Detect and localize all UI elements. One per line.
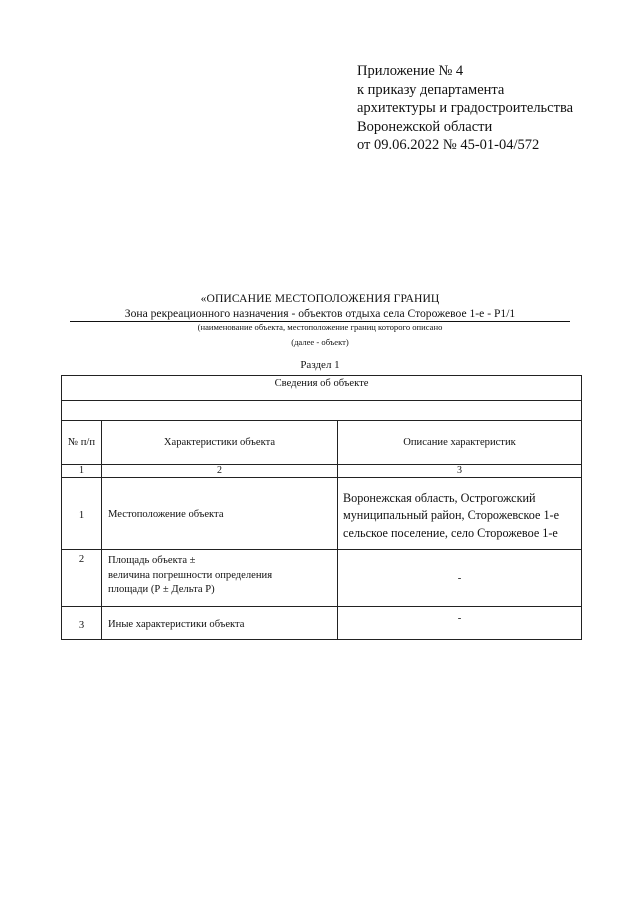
row-characteristic-line: величина погрешности определения bbox=[108, 569, 273, 581]
header-characteristic: Характеристики объекта bbox=[102, 421, 338, 465]
row-characteristic: Иные характеристики объекта bbox=[102, 607, 338, 640]
row-description: Воронежская область, Острогожский муниципальный район, Сторожевское 1-е сельское поселение, село Сторожевое 1-е bbox=[338, 478, 582, 550]
table-header-row bbox=[62, 421, 582, 465]
column-number: 1 bbox=[62, 465, 102, 478]
document-title: «ОПИСАНИЕ МЕСТОПОЛОЖЕНИЯ ГРАНИЦ bbox=[200, 292, 440, 305]
row-characteristic-line: площади (Р ± Дельта Р) bbox=[108, 584, 215, 595]
header-num: № п/п bbox=[62, 421, 102, 465]
annex-block bbox=[357, 62, 573, 155]
table-row bbox=[62, 607, 582, 640]
annex-region: Воронежской области bbox=[357, 118, 493, 135]
table-row bbox=[62, 478, 582, 550]
row-characteristic-line: Площадь объекта ± bbox=[108, 555, 196, 566]
table-row bbox=[62, 550, 582, 607]
column-number: 3 bbox=[338, 465, 582, 478]
object-hint-line1: (наименование объекта, местоположение границ которого описано bbox=[197, 322, 443, 332]
object-info-table bbox=[61, 375, 582, 640]
annex-order-ref: к приказу департамента bbox=[357, 81, 505, 98]
row-description: - bbox=[338, 607, 582, 640]
annex-department: архитектуры и градостроительства bbox=[357, 100, 574, 117]
row-characteristic: Местоположение объекта bbox=[102, 478, 338, 550]
table-caption: Сведения об объекте bbox=[62, 376, 582, 401]
annex-date-number: от 09.06.2022 № 45-01-04/572 bbox=[357, 137, 540, 154]
zone-name: Зона рекреационного назначения - объектов отдыха села Сторожевое 1-е - Р1/1 bbox=[70, 306, 570, 322]
row-number: 2 bbox=[62, 550, 102, 607]
annex-number: Приложение № 4 bbox=[357, 63, 464, 79]
header-description: Описание характеристик bbox=[338, 421, 582, 465]
row-number: 3 bbox=[62, 607, 102, 640]
section-title: Раздел 1 bbox=[300, 359, 340, 371]
column-number-row bbox=[62, 465, 582, 478]
table-blank-row bbox=[62, 401, 582, 421]
row-number: 1 bbox=[62, 478, 102, 550]
row-description: - bbox=[338, 550, 582, 607]
object-hint-line2: (далее - объект) bbox=[291, 337, 349, 347]
column-number: 2 bbox=[102, 465, 338, 478]
row-characteristic bbox=[102, 550, 338, 607]
